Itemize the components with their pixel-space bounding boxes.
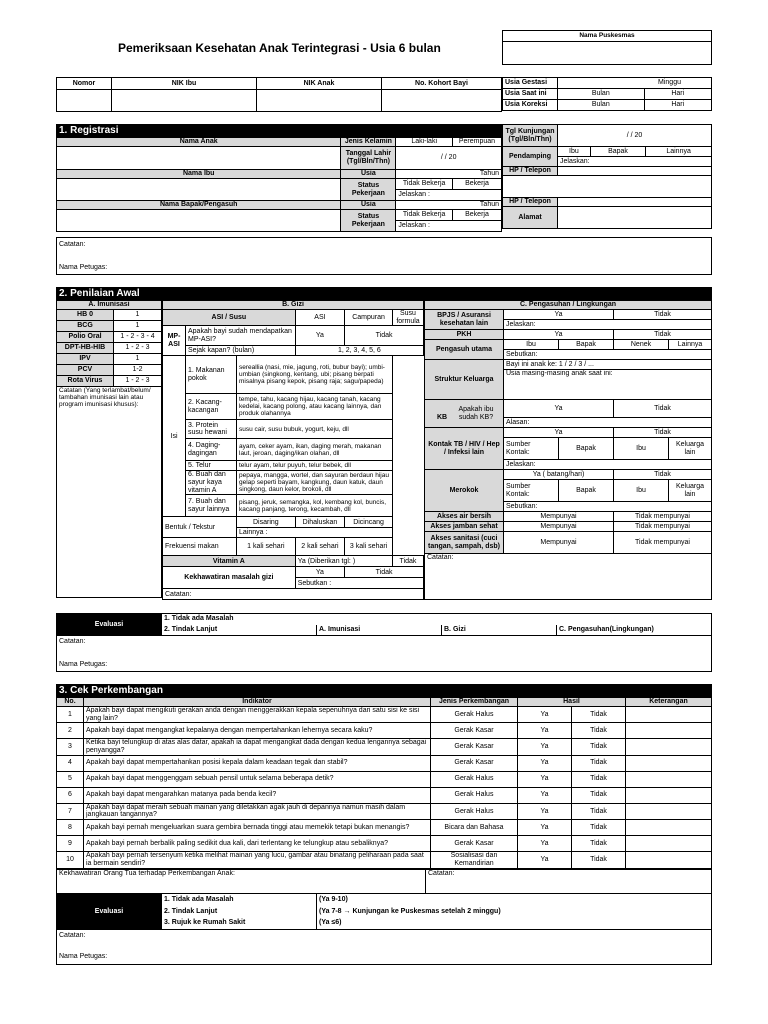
row-tidak-option[interactable]: Tidak: [572, 787, 626, 803]
perkembangan-table: [56, 697, 712, 869]
vitamin-a-tidak-option[interactable]: Tidak: [392, 556, 423, 567]
evaluasi-3-rujuk[interactable]: 3. Rujuk ke Rumah Sakit: [162, 918, 317, 930]
nik-ibu-label: NIK Ibu: [112, 78, 257, 90]
registrasi-petugas[interactable]: Nama Petugas:: [59, 264, 108, 271]
perkembangan-notes: [56, 929, 712, 965]
row-tidak-option[interactable]: Tidak: [572, 852, 626, 868]
isi-label: Isi: [163, 356, 186, 517]
evaluasi-2-label: Evaluasi: [57, 614, 162, 636]
section-1-header: 1. Registrasi: [56, 124, 502, 137]
table-row: [57, 836, 712, 852]
kontak-ya-option[interactable]: Ya: [504, 428, 614, 438]
nama-ibu-label: Nama Ibu: [57, 170, 341, 179]
merokok-sumber-label: Sumber Kontak:: [504, 480, 559, 502]
pkh-ya-option[interactable]: Ya: [504, 330, 614, 340]
laki-option[interactable]: Laki-laki: [396, 138, 453, 147]
dicincang-option[interactable]: Dicincang: [345, 517, 393, 528]
section-2-header: 2. Penilaian Awal: [56, 287, 712, 300]
gizi-catatan[interactable]: Catatan:: [163, 589, 424, 600]
perempuan-option[interactable]: Perempuan: [452, 138, 501, 147]
evaluasi-2-tidak-ada-masalah[interactable]: 1. Tidak ada Masalah: [162, 614, 712, 625]
kb-question: Apakah ibu sudah KB?: [458, 405, 494, 421]
row-no: 8: [57, 820, 84, 836]
status-pekerjaan-bapak-label: Status Pekerjaan: [341, 210, 396, 232]
imunisasi-name: DPT-HB-HIB: [57, 343, 114, 354]
table-row: [57, 707, 712, 723]
evaluasi-3-rujuk-range: (Ya ≤6): [317, 918, 712, 930]
row-tidak-option[interactable]: Tidak: [572, 771, 626, 787]
row-tidak-option[interactable]: Tidak: [572, 836, 626, 852]
isi-item-desc: pepaya, mangga, wortel, dan sayuran berdaun hijau gelap seperti bayam, kangkung, daun katuk, daun singkong, daun kelor, brokoli, dll: [237, 471, 393, 495]
imunisasi-name: BCG: [57, 321, 114, 332]
pengasuh-lainnya-option[interactable]: Lainnya: [669, 340, 712, 350]
jenis-kelamin-label: Jenis Kelamin: [341, 138, 396, 147]
isi-item-name[interactable]: 1. Makanan pokok: [186, 356, 237, 394]
row-jenis: Gerak Halus: [431, 787, 518, 803]
isi-item-name[interactable]: 2. Kacang-kacangan: [186, 394, 237, 420]
mp-asi-label: MP-ASI: [163, 326, 186, 356]
row-no: 10: [57, 852, 84, 868]
imunisasi-value[interactable]: 1: [114, 310, 162, 321]
vitamin-a-label: Vitamin A: [163, 556, 296, 567]
mpasi-tidak-option[interactable]: Tidak: [345, 326, 424, 346]
air-tidak-mempunyai-option[interactable]: Tidak mempunyai: [614, 512, 712, 522]
evaluasi-3-table: [56, 893, 712, 930]
susu-formula-option[interactable]: Susu formula: [392, 310, 423, 326]
jamban-label: Akses jamban sehat: [425, 522, 504, 532]
kb-tidak-option[interactable]: Tidak: [614, 400, 712, 418]
ibu-jelaskan-field[interactable]: Jelaskan :: [396, 190, 502, 201]
table-row: [57, 787, 712, 803]
registrasi-catatan[interactable]: Catatan:: [59, 241, 86, 248]
row-indikator: Apakah bayi dapat mengikuti gerakan anda dengan menggerakkan kepala sepenuhnya dari satu sisi ke sisi yang lain?: [84, 707, 431, 723]
imunisasi-name: IPV: [57, 354, 114, 365]
kontak-sumber-label: Sumber Kontak:: [504, 438, 559, 460]
usia-ibu-field[interactable]: Tahun: [396, 170, 502, 179]
kontak-tidak-option[interactable]: Tidak: [614, 428, 712, 438]
kohort-label: No. Kohort Bayi: [382, 78, 502, 90]
row-no: 7: [57, 803, 84, 819]
puskesmas-label: Nama Puskesmas: [503, 31, 712, 42]
pengasuh-sebutkan-field[interactable]: Sebutkan:: [504, 350, 712, 360]
row-jenis: Gerak Kasar: [431, 755, 518, 771]
row-ya-option[interactable]: Ya: [518, 739, 572, 755]
pengasuh-ibu-option[interactable]: Ibu: [504, 340, 559, 350]
sejak-options[interactable]: 1, 2, 3, 4, 5, 6: [295, 346, 423, 356]
row-ya-option[interactable]: Ya: [518, 787, 572, 803]
air-mempunyai-option[interactable]: Mempunyai: [504, 512, 614, 522]
usia-table: [502, 77, 712, 111]
col-jenis: Jenis Perkembangan: [431, 698, 518, 707]
row-tidak-option[interactable]: Tidak: [572, 707, 626, 723]
usia-ibu-label: Usia: [341, 170, 396, 179]
registrasi-right-table: [502, 124, 712, 229]
hp-ibu-label: HP / Telepon: [503, 167, 558, 176]
imunisasi-value[interactable]: 1: [114, 354, 162, 365]
bayi-anak-ke-field[interactable]: Bayi ini anak ke: 1 / 2 / 3 / ...: [504, 360, 712, 370]
kekhawatiran-gizi-label: Kekhawatiran masalah gizi: [163, 567, 296, 589]
mpasi-ya-option[interactable]: Ya: [295, 326, 344, 346]
row-no: 3: [57, 739, 84, 755]
jamban-tidak-mempunyai-option[interactable]: Tidak mempunyai: [614, 522, 712, 532]
penilaian-petugas[interactable]: Nama Petugas:: [59, 661, 108, 668]
frekuensi-3-option[interactable]: 3 kali sehari: [345, 538, 393, 556]
hari-label-2[interactable]: Hari: [644, 100, 711, 111]
pendamping-ibu-option[interactable]: Ibu: [558, 147, 591, 157]
kb-ya-option[interactable]: Ya: [504, 400, 614, 418]
table-row: [57, 820, 712, 836]
row-no: 9: [57, 836, 84, 852]
campuran-option[interactable]: Campuran: [345, 310, 393, 326]
evaluasi-2-pengasuhan[interactable]: C. Pengasuhan(Lingkungan): [557, 625, 712, 636]
struktur-keluarga-label: Struktur Keluarga: [425, 360, 504, 400]
merokok-ibu-option[interactable]: Ibu: [614, 480, 669, 502]
col-no: No.: [57, 698, 84, 707]
kontak-jelaskan-field[interactable]: Jelaskan:: [504, 460, 712, 470]
pengasuhan-table: [424, 300, 712, 600]
table-row: [57, 771, 712, 787]
row-no: 1: [57, 707, 84, 723]
row-jenis: Gerak Kasar: [431, 739, 518, 755]
nik-anak-label: NIK Anak: [257, 78, 382, 90]
imunisasi-name: Polio Oral: [57, 332, 114, 343]
nama-ibu-field[interactable]: [57, 179, 341, 201]
isi-item-desc: ayam, ceker ayam, ikan, daging merah, makanan laut, jeroan, daging/ikan olahan, dll: [237, 439, 393, 461]
bapak-tidak-bekerja-option[interactable]: Tidak Bekerja: [396, 210, 453, 221]
sejak-label: Sejak kapan? (bulan): [186, 346, 296, 356]
perkembangan-petugas[interactable]: Nama Petugas:: [59, 953, 108, 960]
row-keterangan[interactable]: [626, 739, 712, 755]
nama-anak-label: Nama Anak: [57, 138, 341, 147]
pendamping-bapak-option[interactable]: Bapak: [590, 147, 645, 157]
bapak-bekerja-option[interactable]: Bekerja: [452, 210, 501, 221]
minggu-label[interactable]: Minggu: [558, 78, 712, 89]
registrasi-table: [56, 137, 502, 232]
nama-bapak-field[interactable]: [57, 210, 341, 232]
row-keterangan[interactable]: [626, 836, 712, 852]
row-jenis: Gerak Halus: [431, 707, 518, 723]
row-jenis: Bicara dan Bahasa: [431, 820, 518, 836]
alamat-field[interactable]: [558, 207, 712, 229]
pengasuh-bapak-option[interactable]: Bapak: [559, 340, 614, 350]
perkembangan-notes-catatan[interactable]: Catatan:: [59, 932, 86, 939]
merokok-tidak-option[interactable]: Tidak: [614, 470, 712, 480]
row-keterangan[interactable]: [626, 771, 712, 787]
row-no: 6: [57, 787, 84, 803]
asi-option[interactable]: ASI: [295, 310, 344, 326]
nomor-label: Nomor: [57, 78, 112, 90]
usia-saat-ini-label: Usia Saat ini: [503, 89, 558, 100]
isi-item-desc: susu cair, susu bubuk, yogurt, keju, dll: [237, 420, 393, 439]
evaluasi-2-gizi[interactable]: B. Gizi: [442, 625, 557, 636]
row-keterangan[interactable]: [626, 755, 712, 771]
imunisasi-value[interactable]: 1 - 2 - 3: [114, 376, 162, 387]
kontak-tb-label: Kontak TB / HIV / Hep / Infeksi lain: [425, 428, 504, 470]
status-pekerjaan-ibu-label: Status Pekerjaan: [341, 179, 396, 201]
sanitasi-label: Akses sanitasi (cuci tangan, sampah, dsb): [425, 532, 504, 554]
merokok-sebutkan-field[interactable]: Sebutkan:: [504, 502, 712, 512]
row-keterangan[interactable]: [626, 803, 712, 819]
evaluasi-2-imunisasi[interactable]: A. Imunisasi: [317, 625, 442, 636]
puskesmas-box: [502, 30, 712, 65]
imunisasi-value[interactable]: 1: [114, 321, 162, 332]
isi-item-desc: tempe, tahu, kacang hijau, kacang tanah, kacang kedelai, kacang polong, atau kacang lainnya, dan produk olahannya: [237, 394, 393, 420]
section-3-header: 3. Cek Perkembangan: [56, 684, 712, 697]
row-jenis: Gerak Kasar: [431, 836, 518, 852]
bulan-label-2[interactable]: Bulan: [558, 100, 645, 111]
kb-alasan-field[interactable]: Alasan:: [504, 418, 712, 428]
evaluasi-2-table: [56, 613, 712, 636]
hp-bapak-field[interactable]: [558, 198, 712, 207]
imunisasi-name: Rota Virus: [57, 376, 114, 387]
col-hasil: Hasil: [518, 698, 626, 707]
row-no: 5: [57, 771, 84, 787]
disaring-option[interactable]: Disaring: [237, 517, 296, 528]
bapak-jelaskan-field[interactable]: Jelaskan :: [396, 221, 502, 232]
row-keterangan[interactable]: [626, 787, 712, 803]
isi-item-name[interactable]: 4. Daging-dagingan: [186, 439, 237, 461]
isi-item-desc: sereallia (nasi, mie, jagung, roti, bubur bayi); umbi-umbian (singkong, kentang, ubi; pisang berpati misalnya pisang kepok, pisang raja; sagu/papeda): [237, 356, 393, 394]
imunisasi-table: [56, 300, 162, 598]
row-no: 4: [57, 755, 84, 771]
kb-label: KB: [436, 413, 448, 421]
nik-anak-field[interactable]: [257, 90, 382, 112]
imunisasi-name: PCV: [57, 365, 114, 376]
asi-susu-label: ASI / Susu: [163, 310, 296, 326]
row-indikator: Apakah bayi dapat mengarahkan matanya pada benda kecil?: [84, 787, 431, 803]
row-jenis: Gerak Halus: [431, 803, 518, 819]
usia-koreksi-label: Usia Koreksi: [503, 100, 558, 111]
table-row: [57, 755, 712, 771]
nama-bapak-label: Nama Bapak/Pengasuh: [57, 201, 341, 210]
khawatir-field[interactable]: Kekhawatiran Orang Tua terhadap Perkembangan Anak:: [57, 870, 426, 894]
ibu-bekerja-option[interactable]: Bekerja: [452, 179, 501, 190]
kontak-bapak-option[interactable]: Bapak: [559, 438, 614, 460]
penilaian-notes: [56, 635, 712, 672]
registrasi-notes: [56, 237, 712, 275]
merokok-ya-option[interactable]: Ya ( batang/hari): [504, 470, 614, 480]
tgl-kunjungan-field[interactable]: / / 20: [558, 125, 712, 147]
imunisasi-name: HB 0: [57, 310, 114, 321]
evaluasi-3-tidak-ada-masalah[interactable]: 1. Tidak ada Masalah: [162, 894, 317, 906]
usia-bapak-field[interactable]: Tahun: [396, 201, 502, 210]
pendamping-lainnya-option[interactable]: Lainnya: [646, 147, 712, 157]
evaluasi-3-tindak-lanjut-range: (Ya 7-8 → Kunjungan ke Puskesmas setelah 2 minggu): [317, 906, 712, 918]
tgl-lahir-field[interactable]: / / 20: [396, 147, 502, 170]
bentuk-label: Bentuk / Tekstur: [163, 517, 237, 538]
row-tidak-option[interactable]: Tidak: [572, 755, 626, 771]
nik-ibu-field[interactable]: [112, 90, 257, 112]
puskesmas-field[interactable]: [503, 42, 712, 65]
row-indikator: Apakah bayi dapat mempertahankan posisi kepala dalam keadaan tegak dan stabil?: [84, 755, 431, 771]
gizi-header: B. Gizi: [163, 301, 424, 310]
row-ya-option[interactable]: Ya: [518, 836, 572, 852]
pkh-tidak-option[interactable]: Tidak: [614, 330, 712, 340]
row-tidak-option[interactable]: Tidak: [572, 739, 626, 755]
air-bersih-label: Akses air bersih: [425, 512, 504, 522]
usia-bapak-label: Usia: [341, 201, 396, 210]
vitamin-a-ya-option[interactable]: Ya (Diberikan tgl: ): [295, 556, 392, 567]
bpjs-label: BPJS / Asuransi kesehatan lain: [425, 310, 504, 330]
frekuensi-1-option[interactable]: 1 kali sehari: [237, 538, 296, 556]
sanitasi-tidak-mempunyai-option[interactable]: Tidak mempunyai: [614, 532, 712, 554]
mpasi-question: Apakah bayi sudah mendapatkan MP-ASI?: [186, 326, 296, 346]
ibu-tidak-bekerja-option[interactable]: Tidak Bekerja: [396, 179, 453, 190]
imunisasi-catatan[interactable]: Catatan (Yang terlambat/belum/ tambahan imunisasi lain atau program imunisasi khusus):: [57, 387, 162, 598]
pengasuh-label: Pengasuh utama: [425, 340, 504, 360]
col-indikator: Indikator: [84, 698, 431, 707]
kontak-keluarga-lain-option[interactable]: Keluarga lain: [669, 438, 712, 460]
alamat-label: Alamat: [503, 207, 558, 229]
table-row: [57, 723, 712, 739]
evaluasi-3-tidak-ada-masalah-range: (Ya 9-10): [317, 894, 712, 906]
row-tidak-option[interactable]: Tidak: [572, 723, 626, 739]
evaluasi-3-tindak-lanjut[interactable]: 2. Tindak Lanjut: [162, 906, 317, 918]
row-indikator: Apakah bayi dapat menggenggam sebuah pensil untuk selama beberapa detik?: [84, 771, 431, 787]
kontak-ibu-option[interactable]: Ibu: [614, 438, 669, 460]
isi-item-name[interactable]: 5. Telur: [186, 461, 237, 471]
row-no: 2: [57, 723, 84, 739]
table-row: [57, 803, 712, 819]
row-keterangan[interactable]: [626, 723, 712, 739]
table-row: [57, 852, 712, 868]
row-tidak-option[interactable]: Tidak: [572, 820, 626, 836]
row-ya-option[interactable]: Ya: [518, 707, 572, 723]
row-indikator: Apakah bayi dapat meraih sebuah mainan yang diletakkan agak jauh di depannya namun masih dalam jangkauan tangannya?: [84, 803, 431, 819]
kekhawatiran-tidak-option[interactable]: Tidak: [345, 567, 424, 578]
imunisasi-value[interactable]: 1 - 2 - 3 - 4: [114, 332, 162, 343]
row-jenis: Gerak Halus: [431, 771, 518, 787]
frekuensi-label: Frekuensi makan: [163, 538, 237, 556]
bpjs-ya-option[interactable]: Ya: [504, 310, 614, 320]
frekuensi-2-option[interactable]: 2 kali sehari: [295, 538, 344, 556]
row-indikator: Apakah bayi pernah mengeluarkan suara gembira bernada tinggi atau memekik tetapi bukan menangis?: [84, 820, 431, 836]
tgl-kunjungan-label: Tgl Kunjungan (Tgl/Bln/Thn): [503, 125, 558, 147]
merokok-keluarga-lain-option[interactable]: Keluarga lain: [669, 480, 712, 502]
merokok-label: Merokok: [425, 470, 504, 512]
nama-anak-field[interactable]: [57, 147, 341, 170]
nomor-field[interactable]: [57, 90, 112, 112]
row-keterangan[interactable]: [626, 820, 712, 836]
isi-item-name[interactable]: 7. Buah dan sayur lainnya: [186, 495, 237, 517]
kb-cell: [425, 400, 504, 428]
pendamping-label: Pendamping: [503, 147, 558, 167]
isi-item-name[interactable]: 3. Protein susu hewani: [186, 420, 237, 439]
isi-item-name[interactable]: 6. Buah dan sayur kaya vitamin A: [186, 471, 237, 495]
jamban-mempunyai-option[interactable]: Mempunyai: [504, 522, 614, 532]
kekhawatiran-sebutkan-field[interactable]: Sebutkan :: [295, 578, 423, 589]
imunisasi-value[interactable]: 1 - 2 - 3: [114, 343, 162, 354]
evaluasi-2-tindak-lanjut[interactable]: 2. Tindak Lanjut: [162, 625, 317, 636]
gizi-table: [162, 300, 424, 600]
table-row: [57, 739, 712, 755]
hp-ibu-value[interactable]: [503, 176, 712, 198]
row-ya-option[interactable]: Ya: [518, 771, 572, 787]
col-keterangan: Keterangan: [626, 698, 712, 707]
evaluasi-3-label: Evaluasi: [57, 894, 162, 930]
hp-bapak-label: HP / Telepon: [503, 198, 558, 207]
row-ya-option[interactable]: Ya: [518, 723, 572, 739]
row-ya-option[interactable]: Ya: [518, 820, 572, 836]
bulan-label[interactable]: Bulan: [558, 89, 645, 100]
pendamping-jelaskan-field[interactable]: Jelaskan:: [558, 157, 712, 167]
row-indikator: Ketika bayi telungkup di atas alas datar, apakah ia dapat mengangkat dada dengan kedua lengannya sebagai penyangga?: [84, 739, 431, 755]
sanitasi-mempunyai-option[interactable]: Mempunyai: [504, 532, 614, 554]
kohort-field[interactable]: [382, 90, 502, 112]
row-tidak-option[interactable]: Tidak: [572, 803, 626, 819]
isi-item-desc: pisang, jeruk, semangka, kol, kembang kol, buncis, kacang panjang, terong, kecambah, dll: [237, 495, 393, 517]
khawatir-table: [56, 869, 712, 894]
row-ya-option[interactable]: Ya: [518, 852, 572, 868]
pkh-label: PKH: [425, 330, 504, 340]
row-indikator: Apakah bayi pernah berbalik paling sedikit dua kali, dari terlentang ke telungkup atau sebaliknya?: [84, 836, 431, 852]
bpjs-jelaskan-field[interactable]: Jelaskan:: [504, 320, 712, 330]
bentuk-lainnya-field[interactable]: Lainnya :: [237, 528, 393, 538]
usia-gestasi-label: Usia Gestasi: [503, 78, 558, 89]
merokok-bapak-option[interactable]: Bapak: [559, 480, 614, 502]
kekhawatiran-ya-option[interactable]: Ya: [295, 567, 344, 578]
hari-label[interactable]: Hari: [644, 89, 711, 100]
pengasuh-nenek-option[interactable]: Nenek: [614, 340, 669, 350]
pengasuhan-catatan[interactable]: Catatan:: [425, 554, 712, 600]
isi-item-desc: telur ayam, telur puyuh, telur bebek, dll: [237, 461, 393, 471]
imunisasi-header: A. Imunisasi: [57, 301, 162, 310]
identity-table: [56, 77, 502, 112]
row-jenis: Sosialisasi dan Kemandirian: [431, 852, 518, 868]
row-indikator: Apakah bayi pernah tersenyum ketika melihat mainan yang lucu, gambar atau binatang peliharaan pada saat ia bermain sendiri?: [84, 852, 431, 868]
row-jenis: Gerak Kasar: [431, 723, 518, 739]
row-ya-option[interactable]: Ya: [518, 755, 572, 771]
tgl-lahir-label: Tanggal Lahir (Tgl/Bln/Thn): [341, 147, 396, 170]
row-keterangan[interactable]: [626, 707, 712, 723]
row-keterangan[interactable]: [626, 852, 712, 868]
row-indikator: Apakah bayi dapat mengangkat kepalanya dengan mempertahankan lehernya secara kaku?: [84, 723, 431, 739]
hp-ibu-field[interactable]: [558, 167, 712, 176]
penilaian-catatan[interactable]: Catatan:: [59, 638, 86, 645]
bpjs-tidak-option[interactable]: Tidak: [614, 310, 712, 320]
dihaluskan-option[interactable]: Dihaluskan: [295, 517, 344, 528]
imunisasi-value[interactable]: 1-2: [114, 365, 162, 376]
page-title: Pemeriksaan Kesehatan Anak Terintegrasi - Usia 6 bulan: [118, 41, 441, 55]
usia-anak-field[interactable]: Usia masing-masing anak saat ini:: [504, 370, 712, 400]
row-ya-option[interactable]: Ya: [518, 803, 572, 819]
pengasuhan-header: C. Pengasuhan / Lingkungan: [425, 301, 712, 310]
perkembangan-catatan[interactable]: Catatan:: [426, 870, 712, 894]
